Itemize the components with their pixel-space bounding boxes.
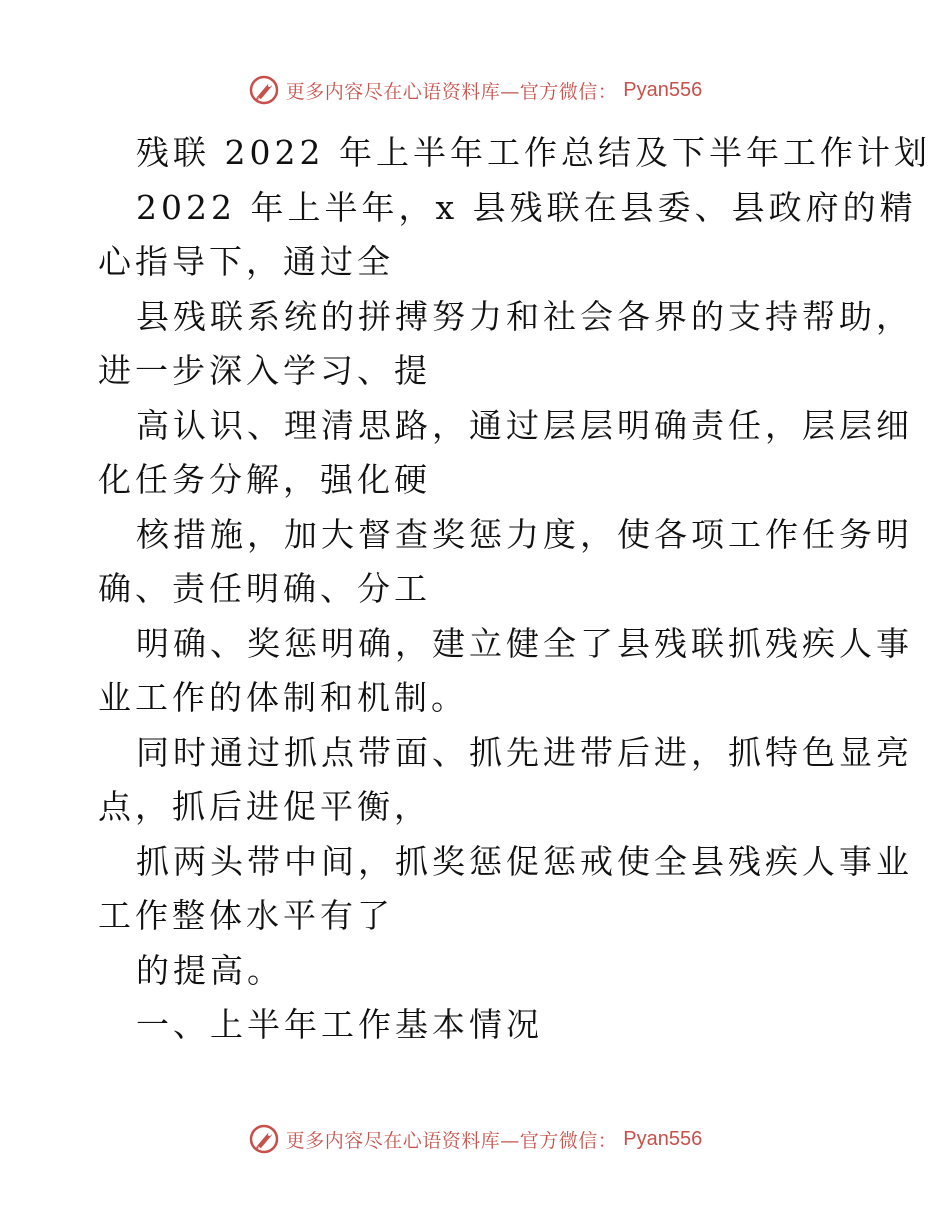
watermark-header — [0, 72, 950, 108]
text-line: 县残联系统的拼搏努力和社会各界的支持帮助， — [136, 296, 913, 336]
text-line: 业工作的体制和机制。 — [98, 678, 468, 717]
text-line: 高认识、理清思路，通过层层明确责任，层层细 — [136, 405, 913, 445]
text-line: 2022 年上半年，x 县残联在县委、县政府的精 — [136, 187, 917, 227]
document-title: 残联 2022 年上半年工作总结及下半年工作计划 — [136, 133, 931, 172]
text-line: 进一步深入学习、提 — [98, 351, 431, 390]
watermark-site-text: 更多内容尽在心语资料库—官方微信： — [285, 1129, 618, 1152]
watermark-wechat-id: Pyan556 — [623, 78, 703, 101]
pen-nib-logo-icon — [248, 74, 280, 106]
text-line: 心指导下，通过全 — [98, 242, 394, 281]
text-line: 同时通过抓点带面、抓先进带后进，抓特色显亮 — [136, 732, 913, 772]
watermark-site-text: 更多内容尽在心语资料库—官方微信： — [285, 80, 618, 103]
text-line: 的提高。 — [136, 950, 284, 990]
text-line: 核措施，加大督查奖惩力度，使各项工作任务明 — [136, 514, 913, 554]
text-line: 抓两头带中间，抓奖惩促惩戒使全县残疾人事业 — [136, 841, 913, 881]
watermark-wechat-id: Pyan556 — [623, 1127, 703, 1150]
text-line: 工作整体水平有了 — [98, 896, 394, 935]
text-line: 化任务分解，强化硬 — [98, 460, 431, 499]
document-body — [98, 126, 931, 1053]
text-line: 点，抓后进促平衡， — [98, 787, 431, 826]
section-heading: 一、上半年工作基本情况 — [136, 1005, 543, 1044]
text-line: 明确、奖惩明确，建立健全了县残联抓残疾人事 — [136, 623, 913, 663]
text-line: 确、责任明确、分工 — [98, 569, 431, 608]
pen-nib-logo-icon — [248, 1123, 280, 1155]
watermark-footer — [0, 1121, 950, 1157]
